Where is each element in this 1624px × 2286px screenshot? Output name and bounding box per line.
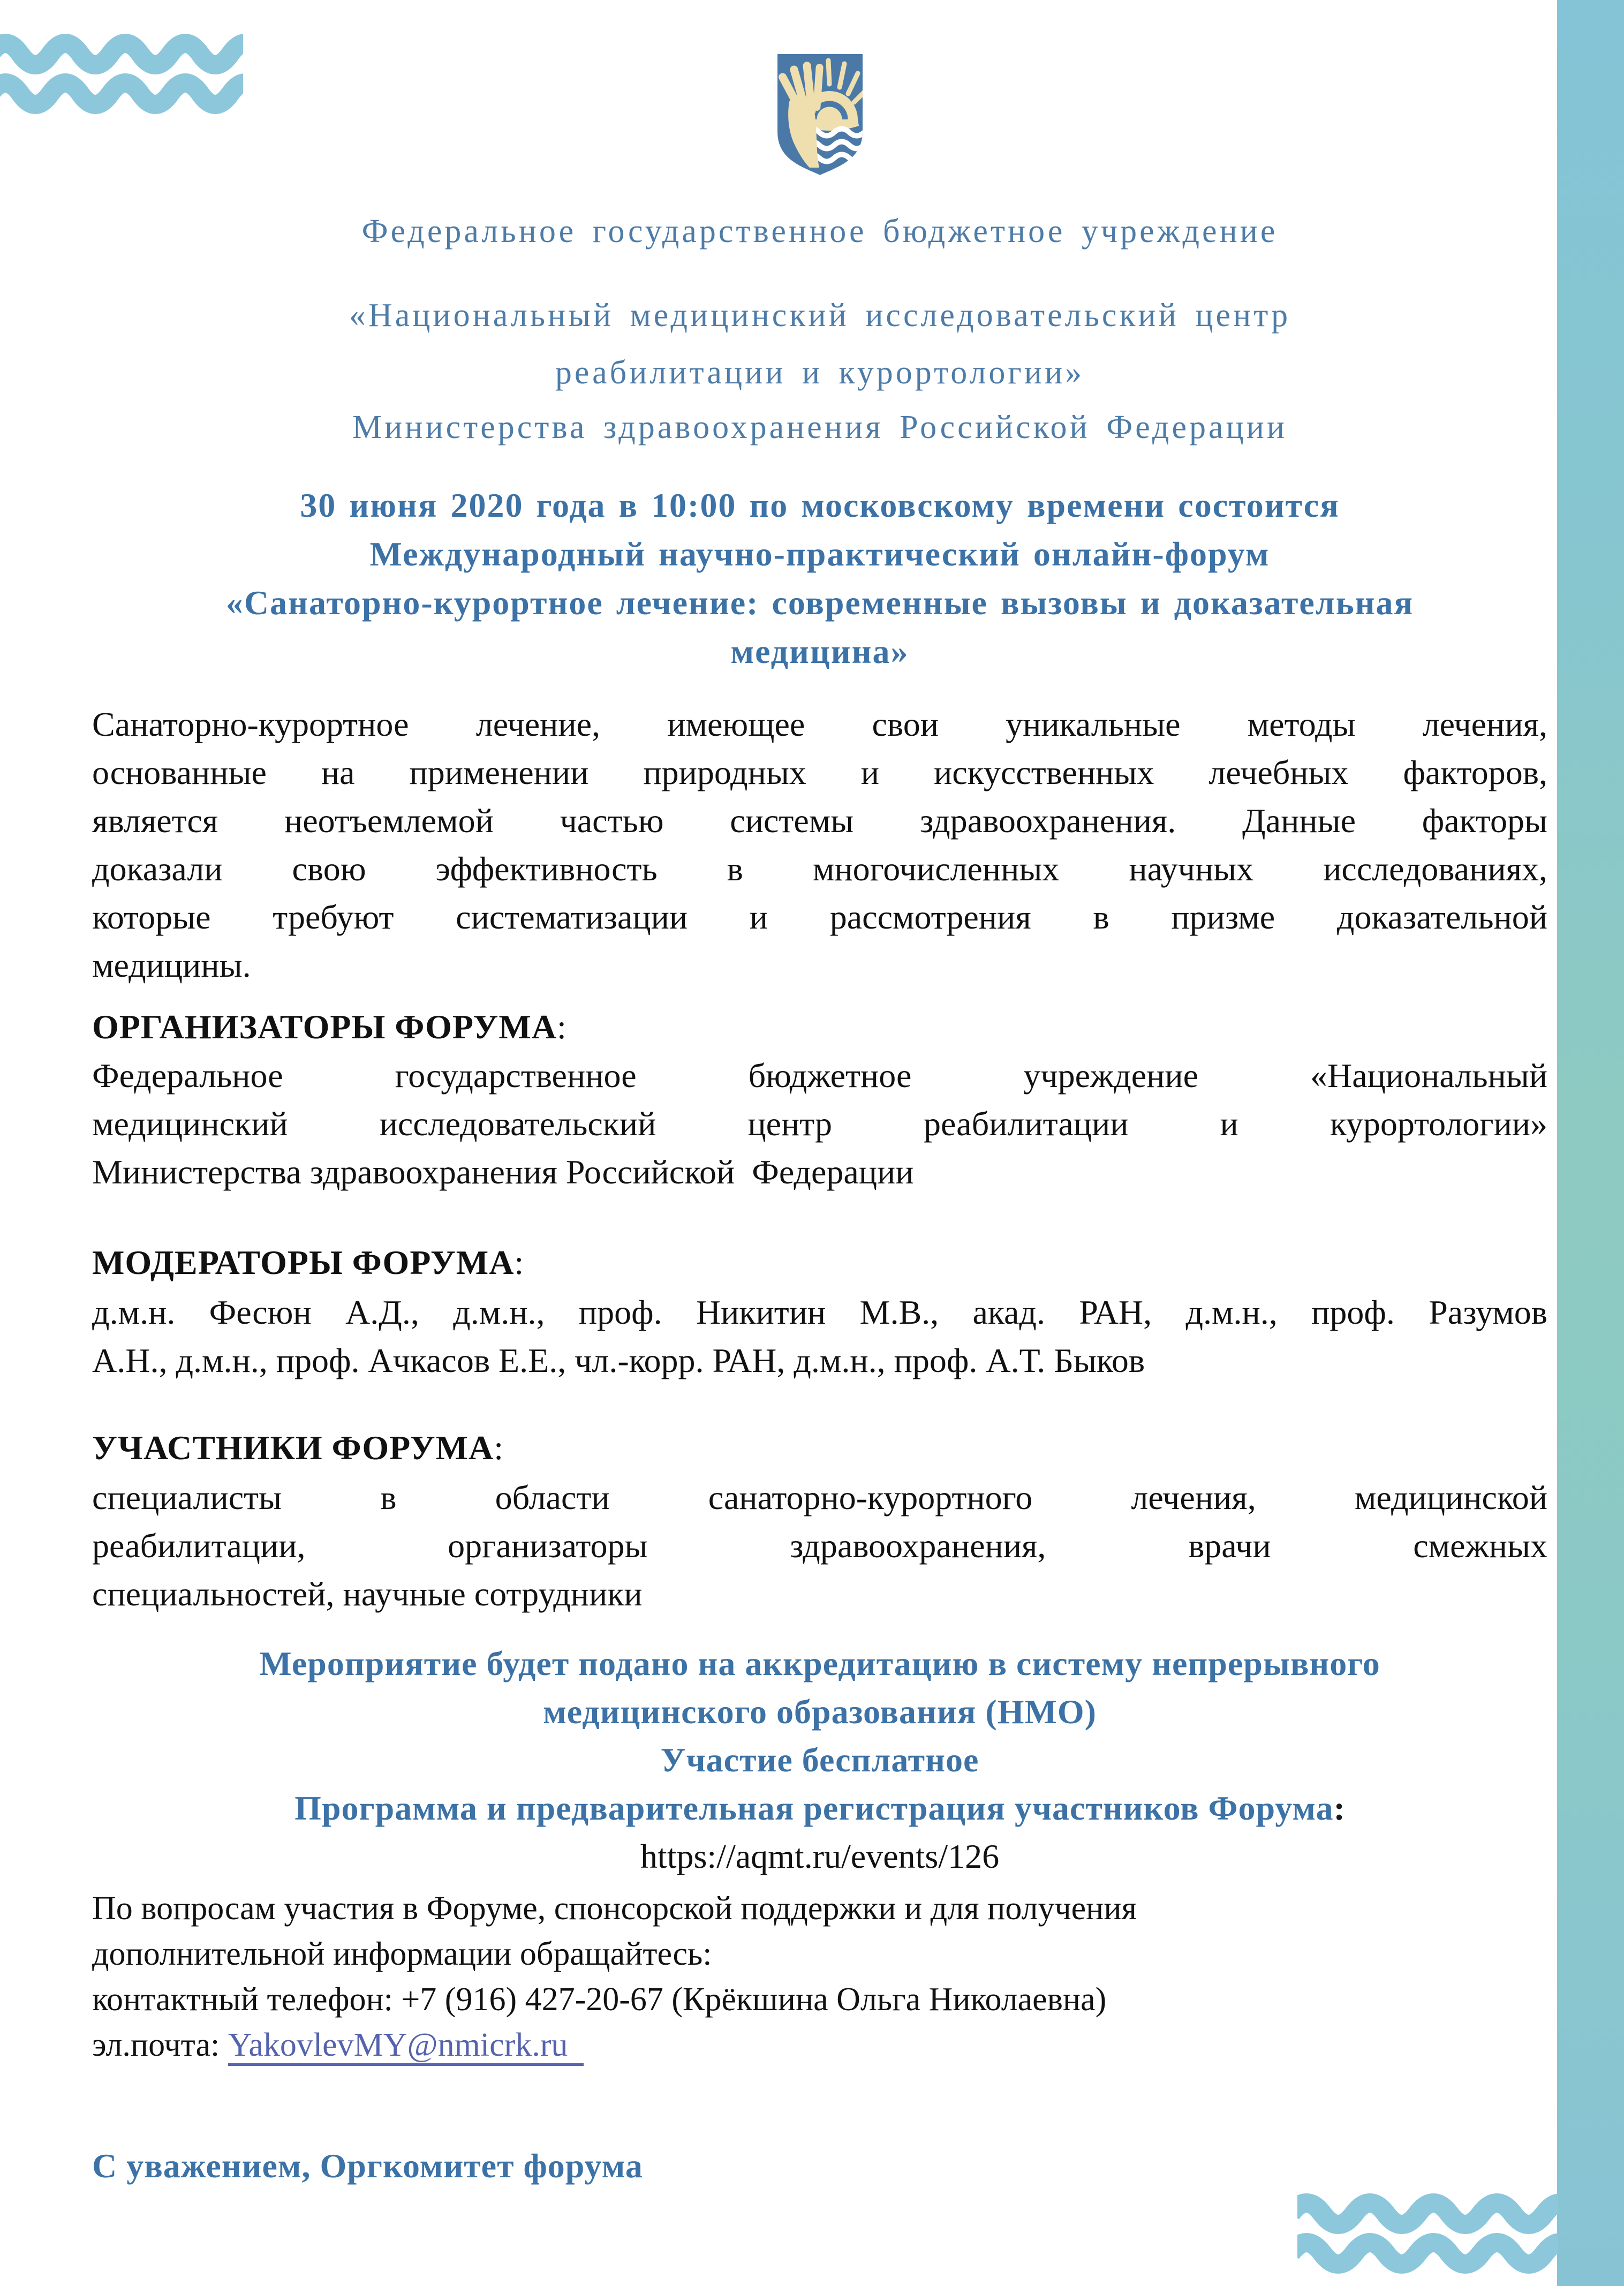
ministry-health-logo: [773, 51, 867, 177]
email-label: эл.почта:: [92, 2027, 220, 2063]
contacts-intro-lines-line-2: дополнительной информации обращайтесь:: [92, 1936, 712, 1972]
participants-heading-label: УЧАСТНИКИ ФОРУМА: [92, 1429, 494, 1467]
phone-line: контактный телефон: +7 (916) 427-20-67 (Крёкшина Ольга Николаевна): [92, 1981, 1107, 2018]
contacts-intro-lines: [92, 1886, 1547, 1977]
contacts-block: [92, 1886, 1547, 2068]
event-title: [92, 481, 1547, 676]
organizers-heading: [92, 1007, 1547, 1047]
organizers-paragraph-line-1: Федеральное государственное бюджетное учреждение «Национальный: [92, 1057, 1547, 1095]
intro-paragraph-line-2: основанные на применении природных и искусственных лечебных факторов,: [92, 753, 1547, 791]
organizers-heading-label: ОРГАНИЗАТОРЫ ФОРУМА: [92, 1008, 557, 1046]
intro-paragraph-line-4: доказали свою эффективность в многочисленных научных исследованиях,: [92, 850, 1547, 888]
accreditation-block-line-2: медицинского образования (НМО): [543, 1693, 1097, 1731]
signature: С уважением, Оргкомитет форума: [92, 2147, 643, 2185]
registration-line: [92, 1784, 1547, 1832]
participants-paragraph-line-2: реабилитации, организаторы здравоохранения, врачи смежных: [92, 1527, 1547, 1565]
contacts-intro-lines-line-1: По вопросам участия в Форуме, спонсорской поддержки и для получения: [92, 1890, 1137, 1927]
registration-label: Программа и предварительная регистрация участников Форума: [294, 1789, 1334, 1827]
moderators-heading-label: МОДЕРАТОРЫ ФОРУМА: [92, 1243, 515, 1281]
organizers-paragraph-line-3: Министерства здравоохранения Российской Федерации: [92, 1153, 914, 1191]
registration-url: https://aqmt.ru/events/126: [640, 1837, 1000, 1875]
participants-heading: [92, 1428, 1547, 1468]
intro-paragraph-line-1: Санаторно-курортное лечение, имеющее свои уникальные методы лечения,: [92, 705, 1547, 743]
org-line-center-name-2: реабилитации и курортологии»: [555, 354, 1085, 391]
org-line-center-name-1: «Национальный медицинский исследовательский центр: [349, 297, 1291, 334]
event-title-line-3: «Санаторно-курортное лечение: современные вызовы и доказательная: [225, 584, 1414, 622]
intro-paragraph-line-6: медицины.: [92, 946, 251, 984]
registration-colon: :: [1333, 1789, 1345, 1827]
moderators-heading-colon: :: [514, 1243, 525, 1281]
organizers-paragraph-line-2: медицинский исследовательский центр реабилитации и курортологии»: [92, 1105, 1547, 1143]
document-content: [92, 0, 1547, 2186]
moderators-paragraph-line-2: А.Н., д.м.н., проф. Ачкасов Е.Е., чл.-корр. РАН, д.м.н., проф. А.Т. Быков: [92, 1341, 1145, 1379]
intro-paragraph-line-5: которые требуют систематизации и рассмотрения в призме доказательной: [92, 898, 1547, 936]
event-title-line-1: 30 июня 2020 года в 10:00 по московскому времени состоится: [300, 486, 1340, 524]
teal-side-band: [1557, 0, 1624, 2286]
organizers-paragraph: [92, 1052, 1547, 1196]
accreditation-block-line-3: Участие бесплатное: [660, 1741, 979, 1779]
participants-heading-colon: :: [494, 1429, 504, 1467]
event-title-line-4: медицина»: [730, 632, 909, 670]
participants-paragraph-line-3: специальностей, научные сотрудники: [92, 1575, 643, 1613]
org-line-ministry: Министерства здравоохранения Российской Федерации: [352, 409, 1288, 446]
email-link[interactable]: YakovlevMY@nmicrk.ru: [228, 2027, 584, 2066]
organization-header: [92, 211, 1547, 448]
participants-paragraph-line-1: специалисты в области санаторно-курортного лечения, медицинской: [92, 1478, 1547, 1517]
moderators-heading: [92, 1242, 1547, 1283]
intro-paragraph-line-3: является неотъемлемой частью системы здравоохранения. Данные факторы: [92, 802, 1547, 840]
moderators-paragraph: [92, 1288, 1547, 1385]
org-line-federal: Федеральное государственное бюджетное учреждение: [361, 213, 1278, 250]
organizers-heading-colon: :: [556, 1008, 567, 1046]
moderators-paragraph-line-1: д.м.н. Фесюн А.Д., д.м.н., проф. Никитин М.В., акад. РАН, д.м.н., проф. Разумов: [92, 1293, 1547, 1331]
accreditation-block: [92, 1640, 1547, 1784]
event-title-line-2: Международный научно-практический онлайн-форум: [369, 535, 1270, 573]
accreditation-block-line-1: Мероприятие будет подано на аккредитацию в систему непрерывного: [259, 1644, 1380, 1683]
email-line: [92, 2023, 1547, 2068]
participants-paragraph: [92, 1474, 1547, 1618]
shield-sun-hand-icon: [773, 51, 867, 177]
wave-decoration-bottom-right: [1297, 2189, 1558, 2276]
intro-paragraph: [92, 700, 1547, 990]
